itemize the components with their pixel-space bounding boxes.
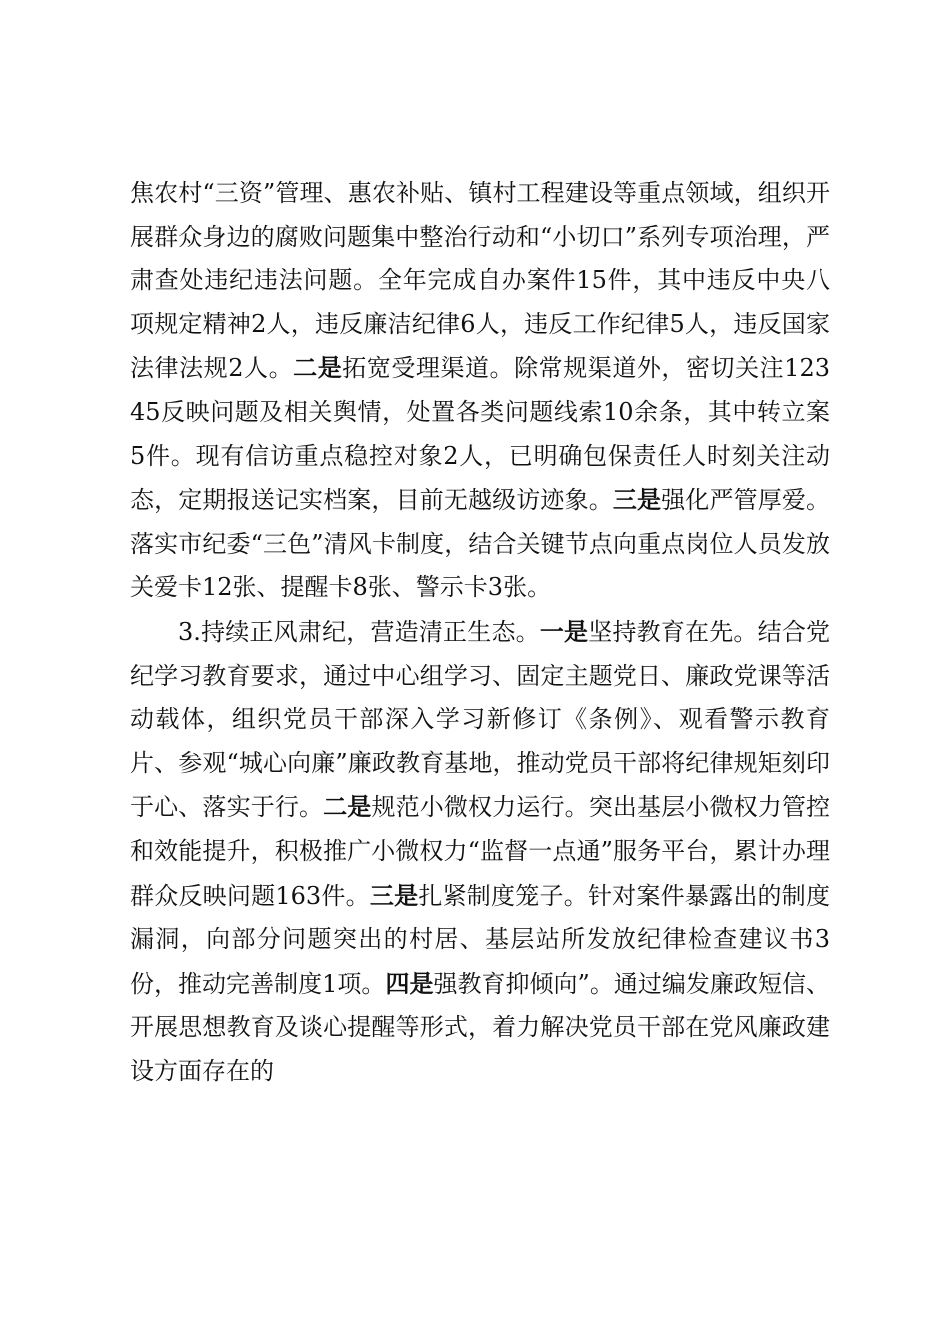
text-run: 坚持教育在先。结合党纪学习教育要求，通过中心组学习、固定主题党日、廉政党课等活动载体，组织党员干部深入学习新修订《条例》、观看警示教育片、参观“城心向廉”廉政教育基地，推动党员干部将纪律规矩刻印于心、落实于行。 bbox=[130, 617, 831, 822]
paragraph-1 bbox=[130, 172, 830, 610]
paragraph-2 bbox=[130, 610, 830, 1094]
text-run: 强教育抑倾向”。通过编发廉政短信、开展思想教育及谈心提醒等形式，着力解决党员干部在党风廉政建设方面存在的 bbox=[130, 969, 830, 1085]
text-run: 焦农村“三资”管理、惠农补贴、镇村工程建设等重点领域，组织开展群众身边的腐败问题集中整治行动和“小切口”系列专项治理，严肃查处违纪违法问题。全年完成自办案件15件，其中违反中央八项规定精神2人，违反廉洁纪律6人，违反工作纪律5人，违反国家法律法规2人。 bbox=[130, 179, 830, 383]
bold-marker: 三是 bbox=[369, 880, 419, 910]
text-run: 拓宽受理渠道。除常规渠道外，密切关注12345反映问题及相关舆情，处置各类问题线索10余条，其中转立案5件。现有信访重点稳控对象2人，已明确包保责任人时刻关注动态，定期报送记实档案，目前无越级访迹象。 bbox=[130, 354, 830, 515]
section-heading: 3.持续正风肃纪，营造清正生态。 bbox=[178, 617, 540, 646]
text-run: 强化严管厚爱。落实市纪委“三色”清风卡制度，结合关键节点向重点岗位人员发放关爱卡12张、提醒卡8张、警示卡3张。 bbox=[130, 486, 831, 602]
bold-marker: 二是 bbox=[293, 353, 343, 383]
bold-marker: 四是 bbox=[385, 968, 434, 998]
document-page bbox=[130, 172, 830, 1093]
bold-marker: 一是 bbox=[539, 616, 589, 646]
text-run: 规范小微权力运行。突出基层小微权力管控和效能提升，积极推广小微权力“监督一点通”服务平台，累计办理群众反映问题163件。 bbox=[130, 793, 831, 910]
text-run: 扎紧制度笼子。针对案件暴露出的制度漏洞，向部分问题突出的村居、基层站所发放纪律检查建议书3份，推动完善制度1项。 bbox=[130, 881, 831, 998]
bold-marker: 三是 bbox=[612, 485, 662, 515]
bold-marker: 二是 bbox=[323, 792, 372, 822]
